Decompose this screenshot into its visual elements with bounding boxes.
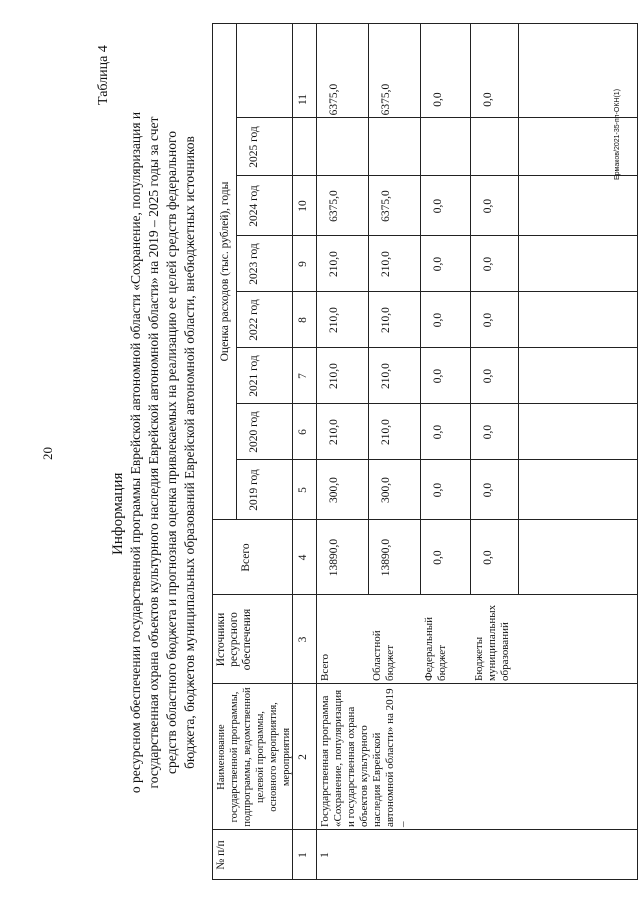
- table-rule: [212, 594, 638, 595]
- value-cell: 0,0: [482, 256, 494, 272]
- value-cell: 13890,0: [380, 538, 392, 577]
- footer-code: Ермаков/2021-35-пп-ОКН(1): [614, 88, 621, 180]
- table-rule: [236, 291, 638, 292]
- value-cell: 0,0: [432, 482, 444, 498]
- index-cell-10: 10: [297, 200, 309, 212]
- header-year-2: 2020 год: [248, 411, 260, 453]
- table-rule: [470, 23, 471, 595]
- value-cell: 0,0: [482, 550, 494, 565]
- subtitle-line-1: о ресурсном обеспечении государственной программы Еврейской автономной области «Сохранение, популяризация и: [128, 111, 143, 794]
- table-rule: [236, 403, 638, 404]
- header-estimate: Оценка расходов (тыс. рублей), годы: [219, 181, 231, 362]
- value-cell: 0,0: [432, 198, 444, 214]
- source-cell-1: Всего: [319, 654, 331, 681]
- subtitle-line-4: бюджета, бюджетов муниципальных образований Еврейской автономной области, внебюджетных источников: [182, 136, 197, 769]
- value-cell: 6375,0: [380, 83, 392, 116]
- value-cell: 13890,0: [328, 538, 340, 577]
- table-rule: [212, 23, 213, 880]
- table-rule: [236, 23, 237, 520]
- header-year-5: 2023 год: [248, 243, 260, 285]
- table-rule: [637, 23, 638, 880]
- index-cell-2: 2: [297, 754, 309, 760]
- source-cell-4: Бюджеты муниципальных образований: [473, 604, 511, 681]
- value-cell: 0,0: [432, 424, 444, 440]
- value-cell: 210,0: [380, 363, 392, 389]
- value-cell: 210,0: [380, 251, 392, 277]
- value-cell: 0,0: [482, 312, 494, 328]
- value-cell: 0,0: [482, 92, 494, 107]
- index-cell-3: 3: [297, 636, 309, 643]
- header-total: Всего: [240, 543, 252, 572]
- resource-table: [212, 23, 638, 880]
- value-cell: 210,0: [328, 307, 340, 333]
- value-cell: 0,0: [482, 198, 494, 214]
- value-cell: 0,0: [482, 368, 494, 384]
- header-num: № п/п: [215, 840, 227, 870]
- table-rule: [236, 347, 638, 348]
- table-rule: [212, 879, 638, 880]
- value-cell: 0,0: [482, 424, 494, 440]
- value-cell: 0,0: [482, 482, 494, 498]
- value-cell: 300,0: [328, 477, 340, 503]
- value-cell: 210,0: [328, 419, 340, 445]
- table-label: Таблица 4: [96, 45, 111, 105]
- value-cell: 210,0: [328, 251, 340, 277]
- value-cell: 0,0: [432, 312, 444, 328]
- value-cell: 0,0: [432, 550, 444, 565]
- header-name: Наименование государственной программы, подпрограммы, ведомственной целевой программы, основного мероприятия, мероприятия: [216, 687, 292, 827]
- index-cell-8: 8: [297, 317, 309, 323]
- header-year-3: 2021 год: [248, 355, 260, 397]
- value-cell: 0,0: [432, 256, 444, 272]
- header-year-7: 2025 год: [248, 126, 260, 168]
- source-cell-2: Областной бюджет: [371, 630, 396, 681]
- index-cell-6: 6: [297, 429, 309, 435]
- table-rule: [212, 23, 638, 24]
- value-cell: 210,0: [380, 307, 392, 333]
- table-rule: [518, 23, 519, 595]
- table-rule: [236, 235, 638, 236]
- table-rule: [236, 175, 638, 176]
- value-cell: 210,0: [380, 419, 392, 445]
- row-name: Государственная программа «Сохранение, популяризация и государственная охрана объектов культурного наследия Еврейской автономной области» на 2019 –: [319, 688, 409, 827]
- subtitle-line-3: средств областного бюджета и прогнозная оценка привлекаемых на реализацию ее целей средств федерального: [164, 131, 179, 774]
- index-cell-9: 9: [297, 261, 309, 267]
- index-cell-7: 7: [297, 373, 309, 379]
- value-cell: 300,0: [380, 477, 392, 503]
- source-cell-3: Федеральный бюджет: [423, 616, 448, 681]
- table-rule: [212, 829, 638, 830]
- header-year-4: 2022 год: [248, 299, 260, 341]
- value-cell: 0,0: [432, 92, 444, 107]
- table-rule: [368, 23, 369, 595]
- index-cell-4: 4: [297, 554, 309, 561]
- value-cell: 210,0: [328, 363, 340, 389]
- value-cell: 6375,0: [328, 83, 340, 116]
- index-cell-11: 11: [297, 93, 309, 106]
- index-cell-5: 5: [297, 487, 309, 493]
- index-cell-1: 1: [297, 852, 309, 858]
- value-cell: 6375,0: [380, 190, 392, 222]
- document-title: Информация: [110, 472, 126, 555]
- value-cell: 6375,0: [328, 190, 340, 222]
- table-rule: [212, 519, 638, 520]
- subtitle-line-2: государственная охрана объектов культурного наследия Еврейской автономной области» на 2019 – 2025 годы за счет: [146, 116, 161, 789]
- header-year-1: 2019 год: [248, 469, 260, 511]
- row-num: 1: [319, 852, 331, 858]
- header-source: Источники ресурсного обеспечения: [215, 608, 253, 671]
- header-year-6: 2024 год: [248, 185, 260, 227]
- page-number: 20: [40, 447, 55, 460]
- table-rule: [236, 459, 638, 460]
- value-cell: 0,0: [432, 368, 444, 384]
- table-rule: [420, 23, 421, 595]
- table-rule: [212, 683, 638, 684]
